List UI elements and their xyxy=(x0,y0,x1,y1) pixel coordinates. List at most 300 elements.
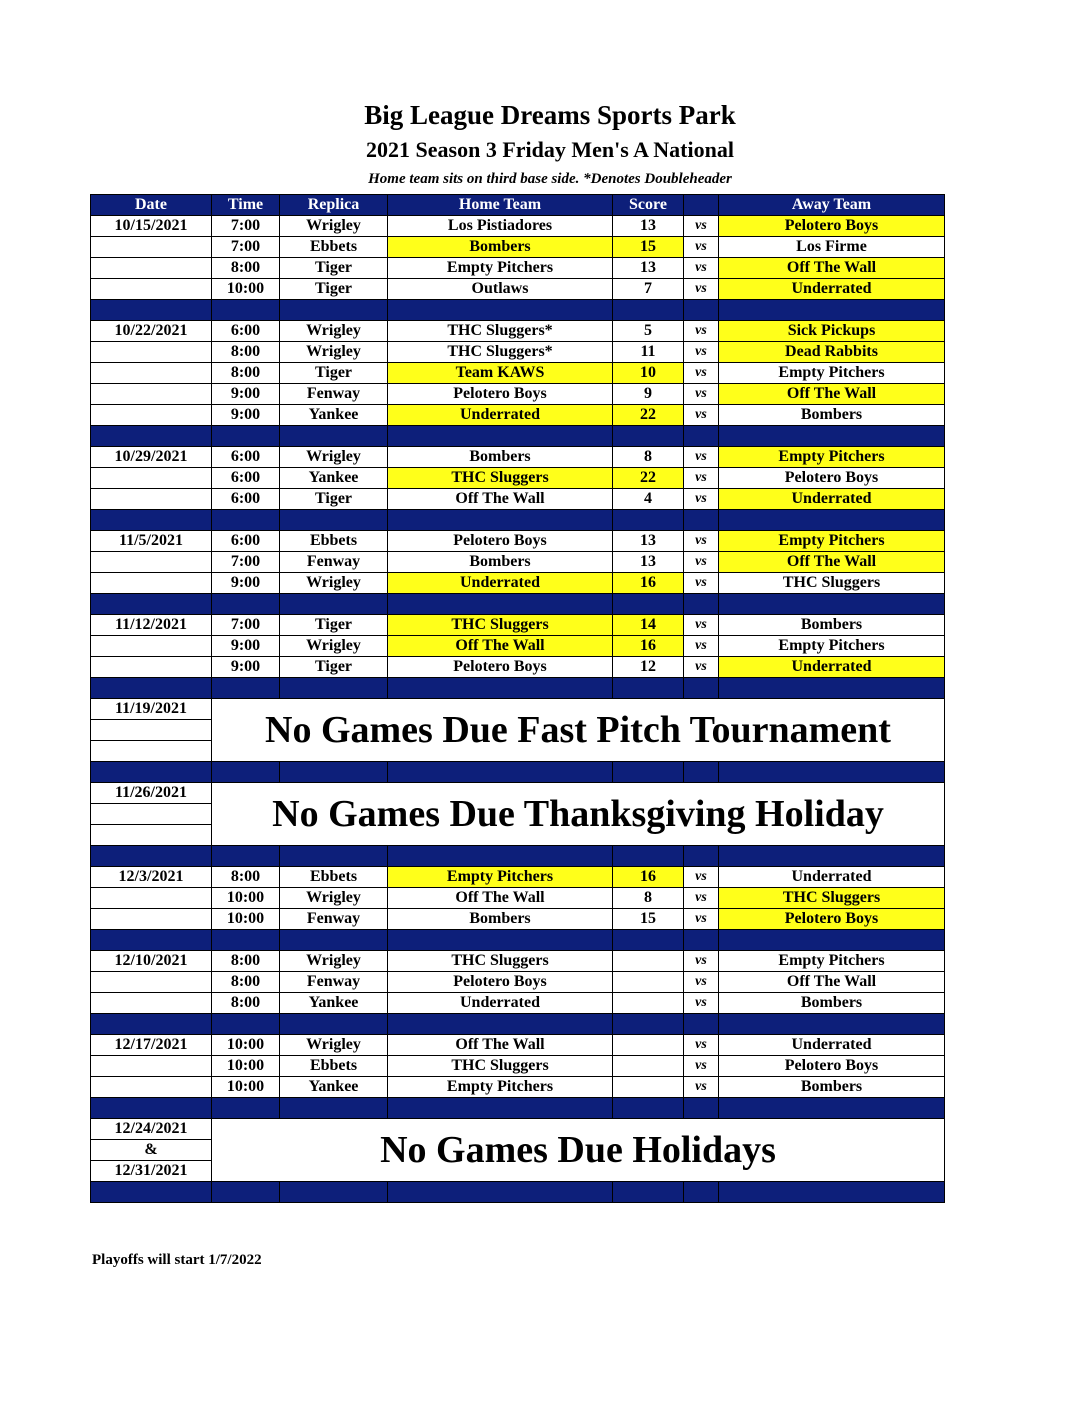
separator-cell xyxy=(719,300,945,321)
date-cell xyxy=(91,657,212,678)
time-cell: 7:00 xyxy=(212,615,280,636)
game-row xyxy=(91,972,945,993)
replica-cell: Wrigley xyxy=(280,951,388,972)
score-cell: 13 xyxy=(613,216,684,237)
no-games-row xyxy=(91,783,945,804)
score-cell: 10 xyxy=(613,363,684,384)
vs-cell: vs xyxy=(684,489,719,510)
date-cell xyxy=(91,804,212,825)
time-cell: 7:00 xyxy=(212,216,280,237)
separator-cell xyxy=(719,762,945,783)
home-team-cell: Underrated xyxy=(388,573,613,594)
separator-row xyxy=(91,1182,945,1203)
separator-cell xyxy=(613,510,684,531)
away-team-cell: Bombers xyxy=(719,615,945,636)
away-team-cell: Bombers xyxy=(719,993,945,1014)
vs-cell: vs xyxy=(684,573,719,594)
score-cell: 11 xyxy=(613,342,684,363)
separator-cell xyxy=(280,846,388,867)
game-row xyxy=(91,279,945,300)
page-title: Big League Dreams Sports Park xyxy=(364,100,736,130)
separator-cell xyxy=(212,762,280,783)
home-team-cell: Pelotero Boys xyxy=(388,384,613,405)
home-team-cell: THC Sluggers* xyxy=(388,342,613,363)
away-team-cell: Underrated xyxy=(719,867,945,888)
game-row xyxy=(91,1056,945,1077)
separator-cell xyxy=(719,678,945,699)
date-cell xyxy=(91,552,212,573)
time-cell: 10:00 xyxy=(212,279,280,300)
score-cell: 4 xyxy=(613,489,684,510)
game-row xyxy=(91,384,945,405)
separator-cell xyxy=(719,594,945,615)
separator-cell xyxy=(91,594,212,615)
replica-cell: Tiger xyxy=(280,657,388,678)
column-header: Date xyxy=(91,195,212,216)
date-cell xyxy=(91,636,212,657)
vs-cell: vs xyxy=(684,993,719,1014)
date-cell xyxy=(91,405,212,426)
score-cell xyxy=(613,972,684,993)
date-cell: & xyxy=(91,1140,212,1161)
no-games-message xyxy=(212,783,945,846)
vs-cell: vs xyxy=(684,363,719,384)
separator-cell xyxy=(212,594,280,615)
separator-cell xyxy=(280,1182,388,1203)
time-cell: 7:00 xyxy=(212,237,280,258)
footer-note: Playoffs will start 1/7/2022 xyxy=(92,1252,262,1268)
separator-cell xyxy=(280,300,388,321)
game-row xyxy=(91,993,945,1014)
score-cell: 14 xyxy=(613,615,684,636)
time-cell: 6:00 xyxy=(212,321,280,342)
separator-cell xyxy=(91,300,212,321)
home-team-cell: Bombers xyxy=(388,552,613,573)
score-cell: 22 xyxy=(613,468,684,489)
date-cell: 12/17/2021 xyxy=(91,1035,212,1056)
time-cell: 10:00 xyxy=(212,909,280,930)
column-header: Away Team xyxy=(719,195,945,216)
home-team-cell: Pelotero Boys xyxy=(388,531,613,552)
separator-row xyxy=(91,846,945,867)
header-row xyxy=(91,195,945,216)
date-cell xyxy=(91,972,212,993)
date-cell xyxy=(91,258,212,279)
date-cell xyxy=(91,1077,212,1098)
away-team-cell: Underrated xyxy=(719,279,945,300)
no-games-row xyxy=(91,699,945,720)
vs-cell: vs xyxy=(684,321,719,342)
separator-cell xyxy=(613,594,684,615)
home-team-cell: THC Sluggers xyxy=(388,615,613,636)
time-cell: 7:00 xyxy=(212,552,280,573)
column-header: Time xyxy=(212,195,280,216)
score-cell: 13 xyxy=(613,531,684,552)
away-team-cell: THC Sluggers xyxy=(719,573,945,594)
date-cell xyxy=(91,342,212,363)
vs-cell: vs xyxy=(684,531,719,552)
game-row xyxy=(91,237,945,258)
game-row xyxy=(91,321,945,342)
score-cell: 13 xyxy=(613,552,684,573)
away-team-cell: Empty Pitchers xyxy=(719,951,945,972)
game-row xyxy=(91,363,945,384)
replica-cell: Fenway xyxy=(280,972,388,993)
replica-cell: Tiger xyxy=(280,489,388,510)
date-cell xyxy=(91,888,212,909)
game-row xyxy=(91,1077,945,1098)
page-note: Home team sits on third base side. *Denotes Doubleheader xyxy=(368,171,732,187)
home-team-cell: THC Sluggers* xyxy=(388,321,613,342)
away-team-cell: Underrated xyxy=(719,1035,945,1056)
separator-cell xyxy=(91,1098,212,1119)
separator-cell xyxy=(91,1182,212,1203)
score-cell: 13 xyxy=(613,258,684,279)
replica-cell: Wrigley xyxy=(280,321,388,342)
time-cell: 8:00 xyxy=(212,867,280,888)
away-team-cell: Pelotero Boys xyxy=(719,909,945,930)
game-row xyxy=(91,909,945,930)
vs-cell: vs xyxy=(684,405,719,426)
away-team-cell: Pelotero Boys xyxy=(719,1056,945,1077)
separator-cell xyxy=(280,594,388,615)
away-team-cell: Off The Wall xyxy=(719,258,945,279)
date-cell: 12/24/2021 xyxy=(91,1119,212,1140)
game-row xyxy=(91,867,945,888)
separator-row xyxy=(91,426,945,447)
no-games-text: No Games Due Thanksgiving Holiday xyxy=(272,793,884,835)
date-cell xyxy=(91,573,212,594)
vs-cell: vs xyxy=(684,657,719,678)
separator-cell xyxy=(719,1098,945,1119)
time-cell: 10:00 xyxy=(212,1077,280,1098)
separator-cell xyxy=(280,1014,388,1035)
separator-cell xyxy=(684,1182,719,1203)
no-games-text: No Games Due Fast Pitch Tournament xyxy=(265,709,891,751)
away-team-cell: Los Firme xyxy=(719,237,945,258)
away-team-cell: Off The Wall xyxy=(719,972,945,993)
score-cell: 8 xyxy=(613,447,684,468)
separator-cell xyxy=(212,426,280,447)
score-cell xyxy=(613,993,684,1014)
home-team-cell: Off The Wall xyxy=(388,489,613,510)
separator-cell xyxy=(613,1182,684,1203)
separator-cell xyxy=(613,930,684,951)
score-cell xyxy=(613,951,684,972)
separator-cell xyxy=(719,1014,945,1035)
separator-row xyxy=(91,930,945,951)
home-team-cell: Outlaws xyxy=(388,279,613,300)
separator-cell xyxy=(613,300,684,321)
home-team-cell: Team KAWS xyxy=(388,363,613,384)
separator-cell xyxy=(91,930,212,951)
separator-row xyxy=(91,1014,945,1035)
separator-cell xyxy=(388,846,613,867)
home-team-cell: Los Pistiadores xyxy=(388,216,613,237)
game-row xyxy=(91,447,945,468)
score-cell: 16 xyxy=(613,636,684,657)
score-cell: 12 xyxy=(613,657,684,678)
date-cell xyxy=(91,363,212,384)
separator-cell xyxy=(684,930,719,951)
date-cell: 10/22/2021 xyxy=(91,321,212,342)
separator-cell xyxy=(280,426,388,447)
game-row xyxy=(91,489,945,510)
vs-cell: vs xyxy=(684,636,719,657)
away-team-cell: Underrated xyxy=(719,489,945,510)
game-row xyxy=(91,531,945,552)
vs-cell: vs xyxy=(684,447,719,468)
separator-cell xyxy=(280,678,388,699)
replica-cell: Wrigley xyxy=(280,1035,388,1056)
score-cell: 7 xyxy=(613,279,684,300)
separator-cell xyxy=(280,762,388,783)
separator-cell xyxy=(212,1014,280,1035)
game-row xyxy=(91,657,945,678)
replica-cell: Fenway xyxy=(280,384,388,405)
vs-cell: vs xyxy=(684,237,719,258)
separator-cell xyxy=(684,1014,719,1035)
home-team-cell: Off The Wall xyxy=(388,888,613,909)
vs-cell: vs xyxy=(684,552,719,573)
game-row xyxy=(91,888,945,909)
score-cell: 9 xyxy=(613,384,684,405)
away-team-cell: Underrated xyxy=(719,657,945,678)
separator-row xyxy=(91,762,945,783)
separator-row xyxy=(91,510,945,531)
time-cell: 9:00 xyxy=(212,657,280,678)
vs-cell: vs xyxy=(684,1077,719,1098)
date-cell xyxy=(91,741,212,762)
home-team-cell: THC Sluggers xyxy=(388,951,613,972)
replica-cell: Ebbets xyxy=(280,867,388,888)
replica-cell: Tiger xyxy=(280,363,388,384)
replica-cell: Ebbets xyxy=(280,1056,388,1077)
away-team-cell: Off The Wall xyxy=(719,552,945,573)
no-games-message xyxy=(212,699,945,762)
separator-cell xyxy=(613,426,684,447)
separator-row xyxy=(91,1098,945,1119)
vs-cell: vs xyxy=(684,888,719,909)
replica-cell: Tiger xyxy=(280,258,388,279)
time-cell: 9:00 xyxy=(212,573,280,594)
vs-cell: vs xyxy=(684,258,719,279)
away-team-cell: Sick Pickups xyxy=(719,321,945,342)
home-team-cell: Underrated xyxy=(388,405,613,426)
separator-cell xyxy=(212,1098,280,1119)
separator-cell xyxy=(388,1014,613,1035)
separator-row xyxy=(91,594,945,615)
home-team-cell: Bombers xyxy=(388,909,613,930)
date-cell: 12/3/2021 xyxy=(91,867,212,888)
separator-cell xyxy=(91,510,212,531)
score-cell: 5 xyxy=(613,321,684,342)
away-team-cell: Empty Pitchers xyxy=(719,531,945,552)
separator-cell xyxy=(212,1182,280,1203)
home-team-cell: Empty Pitchers xyxy=(388,258,613,279)
time-cell: 8:00 xyxy=(212,363,280,384)
away-team-cell: Empty Pitchers xyxy=(719,447,945,468)
date-cell xyxy=(91,720,212,741)
game-row xyxy=(91,216,945,237)
game-row xyxy=(91,951,945,972)
date-cell xyxy=(91,279,212,300)
away-team-cell: Pelotero Boys xyxy=(719,216,945,237)
time-cell: 10:00 xyxy=(212,1056,280,1077)
replica-cell: Ebbets xyxy=(280,237,388,258)
time-cell: 8:00 xyxy=(212,258,280,279)
score-cell: 16 xyxy=(613,867,684,888)
separator-cell xyxy=(684,846,719,867)
separator-cell xyxy=(388,426,613,447)
home-team-cell: Pelotero Boys xyxy=(388,657,613,678)
separator-row xyxy=(91,678,945,699)
vs-cell: vs xyxy=(684,216,719,237)
game-row xyxy=(91,636,945,657)
home-team-cell: Pelotero Boys xyxy=(388,972,613,993)
away-team-cell: Empty Pitchers xyxy=(719,363,945,384)
separator-cell xyxy=(280,1098,388,1119)
schedule-table xyxy=(90,194,945,1203)
date-cell: 11/5/2021 xyxy=(91,531,212,552)
replica-cell: Yankee xyxy=(280,993,388,1014)
time-cell: 6:00 xyxy=(212,489,280,510)
separator-cell xyxy=(212,300,280,321)
score-cell: 8 xyxy=(613,888,684,909)
away-team-cell: Pelotero Boys xyxy=(719,468,945,489)
separator-cell xyxy=(91,846,212,867)
time-cell: 9:00 xyxy=(212,636,280,657)
separator-cell xyxy=(91,678,212,699)
vs-cell: vs xyxy=(684,1056,719,1077)
away-team-cell: Off The Wall xyxy=(719,384,945,405)
time-cell: 6:00 xyxy=(212,468,280,489)
game-row xyxy=(91,1035,945,1056)
vs-cell: vs xyxy=(684,909,719,930)
game-row xyxy=(91,405,945,426)
time-cell: 8:00 xyxy=(212,993,280,1014)
replica-cell: Yankee xyxy=(280,468,388,489)
separator-cell xyxy=(388,300,613,321)
separator-cell xyxy=(388,1098,613,1119)
game-row xyxy=(91,552,945,573)
separator-cell xyxy=(388,594,613,615)
away-team-cell: Bombers xyxy=(719,1077,945,1098)
vs-cell: vs xyxy=(684,1035,719,1056)
time-cell: 6:00 xyxy=(212,531,280,552)
separator-cell xyxy=(212,846,280,867)
date-cell xyxy=(91,237,212,258)
separator-cell xyxy=(719,930,945,951)
page-subtitle: 2021 Season 3 Friday Men's A National xyxy=(366,137,734,162)
replica-cell: Wrigley xyxy=(280,888,388,909)
home-team-cell: Off The Wall xyxy=(388,636,613,657)
replica-cell: Tiger xyxy=(280,279,388,300)
date-cell xyxy=(91,384,212,405)
separator-cell xyxy=(613,678,684,699)
separator-cell xyxy=(613,1014,684,1035)
separator-cell xyxy=(388,510,613,531)
separator-cell xyxy=(91,1014,212,1035)
replica-cell: Yankee xyxy=(280,1077,388,1098)
separator-cell xyxy=(613,846,684,867)
no-games-message xyxy=(212,1119,945,1182)
score-cell xyxy=(613,1035,684,1056)
separator-cell xyxy=(280,510,388,531)
vs-cell: vs xyxy=(684,279,719,300)
separator-cell xyxy=(684,594,719,615)
score-cell: 15 xyxy=(613,909,684,930)
time-cell: 9:00 xyxy=(212,405,280,426)
time-cell: 8:00 xyxy=(212,972,280,993)
score-cell: 16 xyxy=(613,573,684,594)
column-header: Replica xyxy=(280,195,388,216)
separator-cell xyxy=(91,762,212,783)
separator-cell xyxy=(212,930,280,951)
home-team-cell: Underrated xyxy=(388,993,613,1014)
separator-cell xyxy=(91,426,212,447)
replica-cell: Wrigley xyxy=(280,636,388,657)
replica-cell: Wrigley xyxy=(280,216,388,237)
time-cell: 6:00 xyxy=(212,447,280,468)
home-team-cell: Bombers xyxy=(388,237,613,258)
home-team-cell: THC Sluggers xyxy=(388,1056,613,1077)
separator-cell xyxy=(684,762,719,783)
separator-cell xyxy=(388,678,613,699)
separator-cell xyxy=(613,1098,684,1119)
date-cell: 10/15/2021 xyxy=(91,216,212,237)
game-row xyxy=(91,573,945,594)
away-team-cell: THC Sluggers xyxy=(719,888,945,909)
column-header: Score xyxy=(613,195,684,216)
date-cell xyxy=(91,1056,212,1077)
date-cell xyxy=(91,489,212,510)
vs-cell: vs xyxy=(684,951,719,972)
time-cell: 10:00 xyxy=(212,1035,280,1056)
replica-cell: Wrigley xyxy=(280,447,388,468)
replica-cell: Fenway xyxy=(280,909,388,930)
away-team-cell: Bombers xyxy=(719,405,945,426)
replica-cell: Yankee xyxy=(280,405,388,426)
date-cell: 12/10/2021 xyxy=(91,951,212,972)
no-games-row xyxy=(91,1119,945,1140)
time-cell: 8:00 xyxy=(212,342,280,363)
date-cell xyxy=(91,909,212,930)
game-row xyxy=(91,342,945,363)
score-cell xyxy=(613,1056,684,1077)
game-row xyxy=(91,615,945,636)
date-cell: 11/26/2021 xyxy=(91,783,212,804)
game-row xyxy=(91,468,945,489)
separator-cell xyxy=(684,510,719,531)
date-cell: 12/31/2021 xyxy=(91,1161,212,1182)
date-cell: 11/19/2021 xyxy=(91,699,212,720)
home-team-cell: Bombers xyxy=(388,447,613,468)
separator-cell xyxy=(388,762,613,783)
column-header: Home Team xyxy=(388,195,613,216)
game-row xyxy=(91,258,945,279)
date-cell xyxy=(91,468,212,489)
separator-cell xyxy=(719,426,945,447)
separator-cell xyxy=(684,426,719,447)
no-games-text: No Games Due Holidays xyxy=(380,1129,776,1171)
date-cell: 10/29/2021 xyxy=(91,447,212,468)
separator-cell xyxy=(388,930,613,951)
score-cell: 15 xyxy=(613,237,684,258)
date-cell: 11/12/2021 xyxy=(91,615,212,636)
separator-cell xyxy=(719,846,945,867)
time-cell: 9:00 xyxy=(212,384,280,405)
